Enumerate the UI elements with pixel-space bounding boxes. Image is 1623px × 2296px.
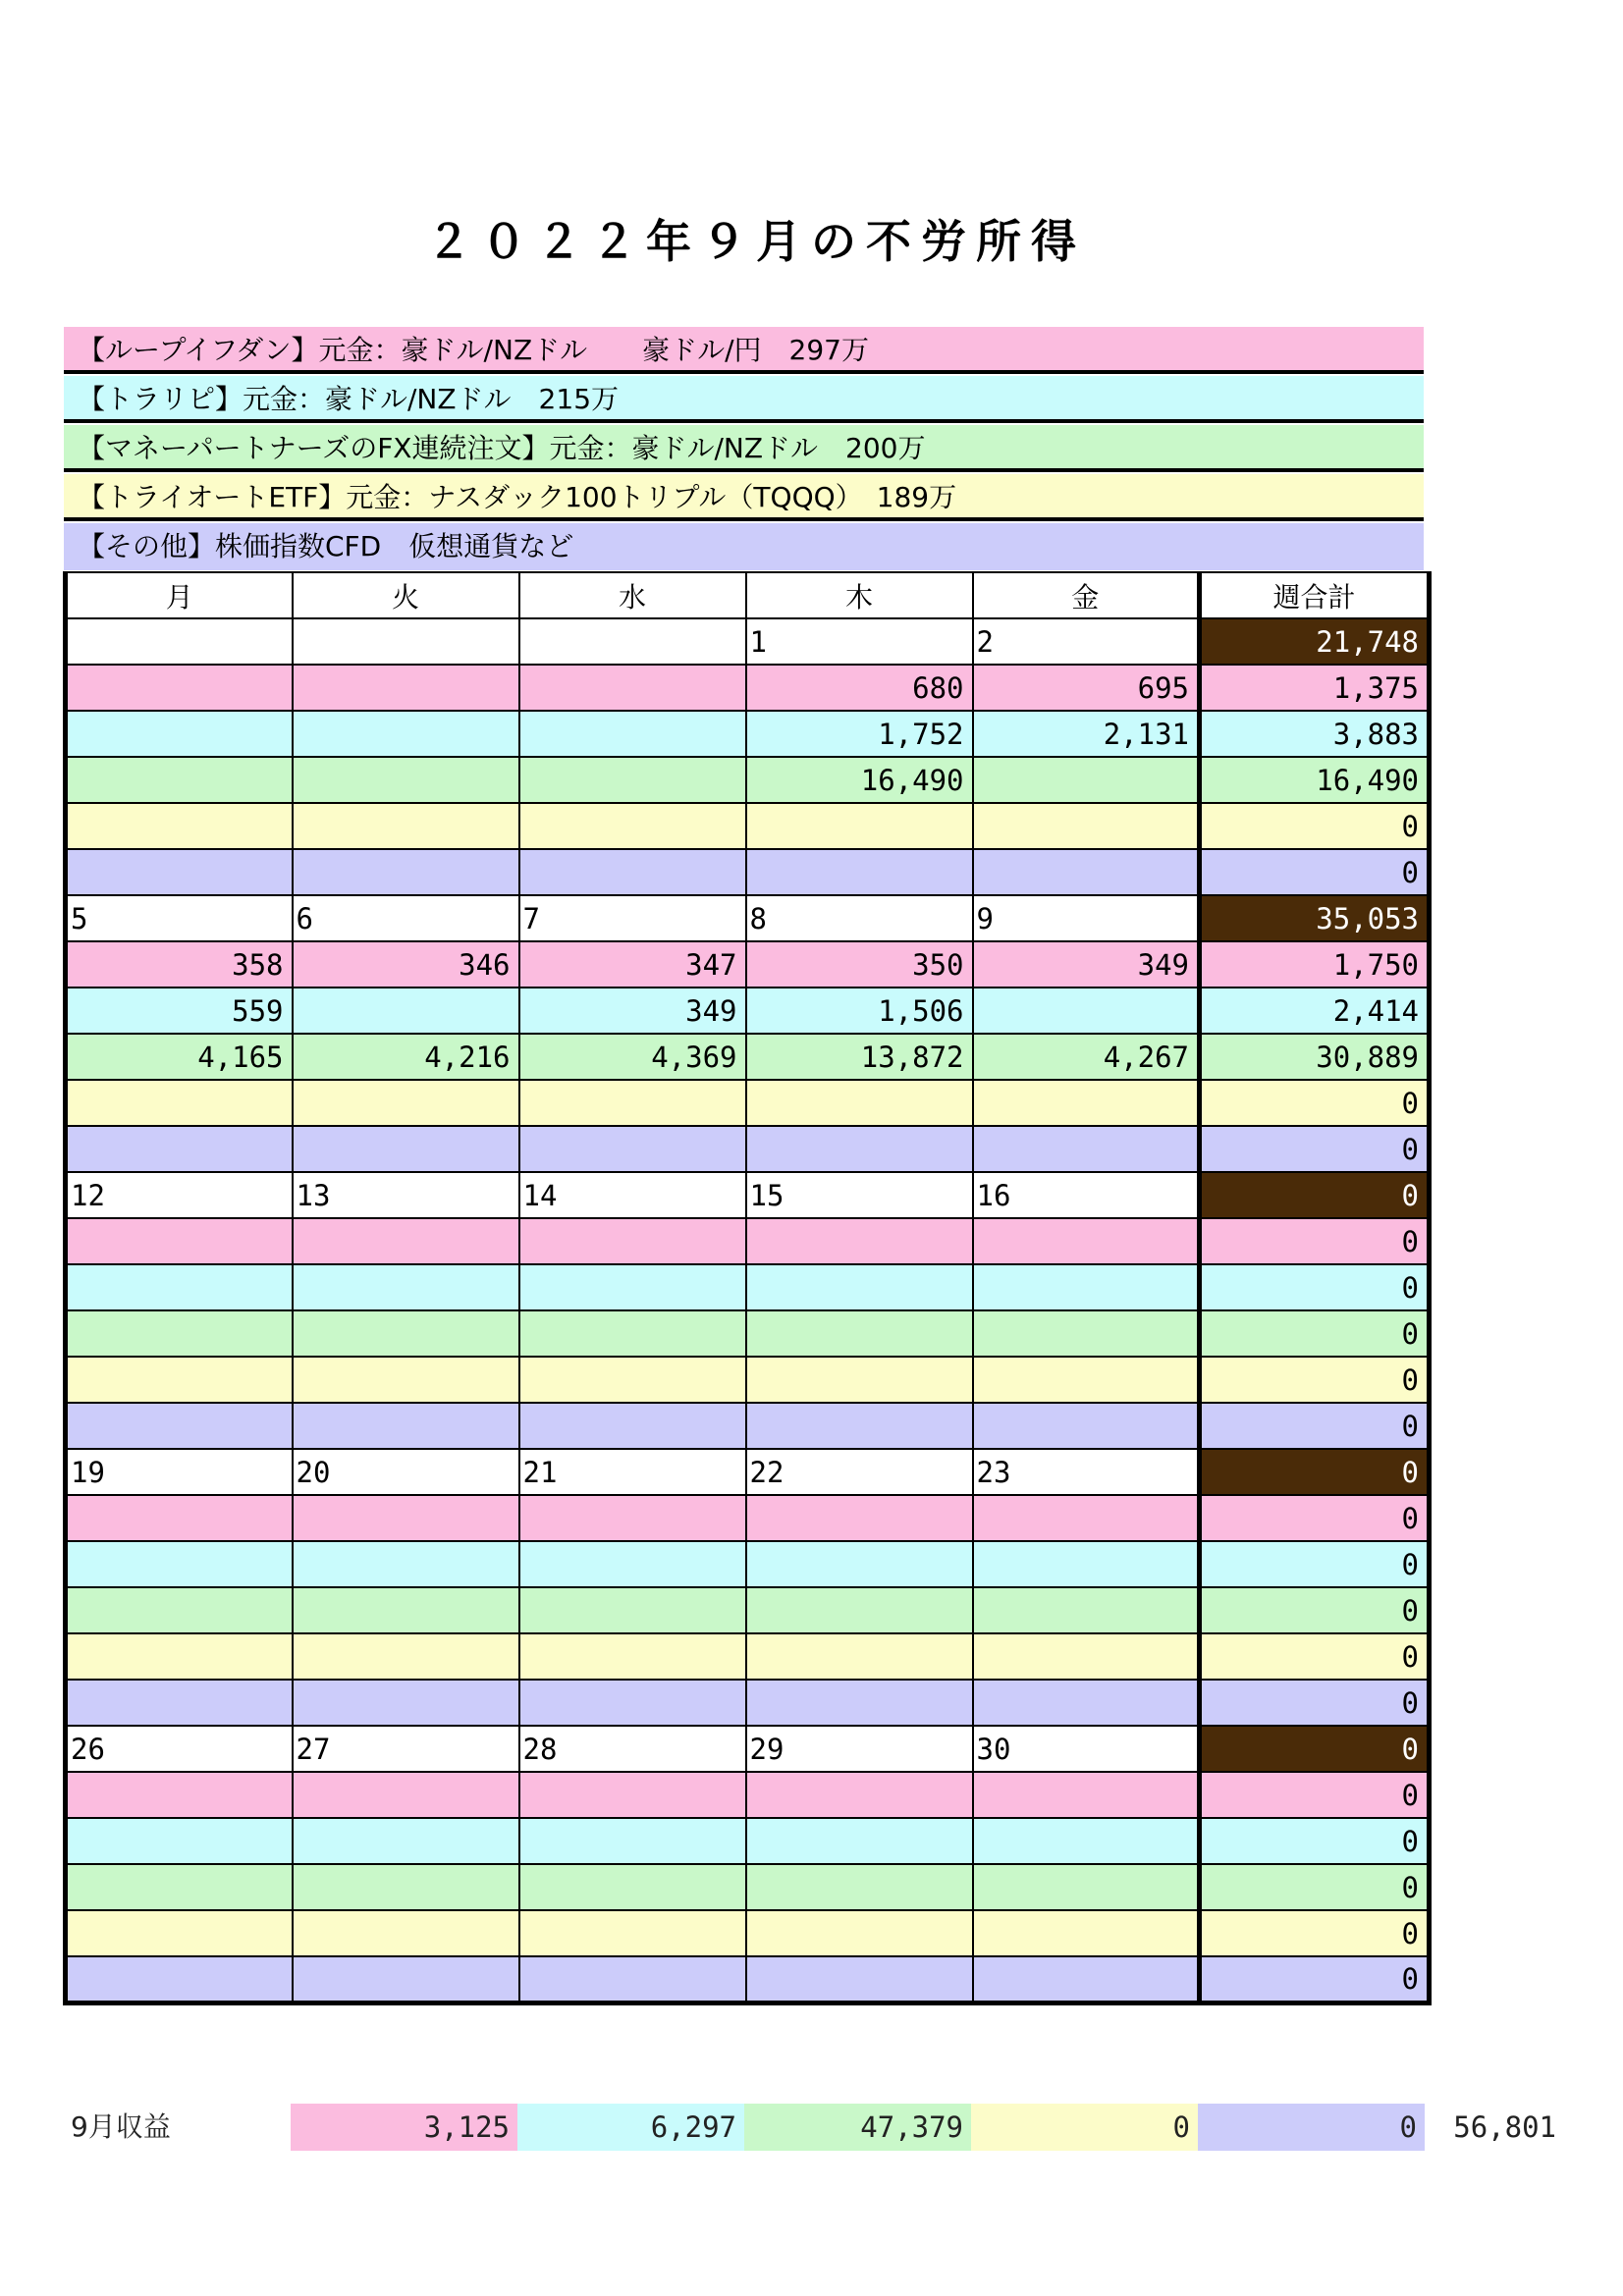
income-cell	[746, 1080, 973, 1126]
date-cell: 9	[973, 895, 1200, 941]
page-title: ２０２２年９月の不労所得	[426, 215, 1086, 268]
income-cell	[293, 1864, 519, 1910]
header-mon: 月	[66, 572, 293, 618]
row-total-cell: 0	[1200, 1818, 1430, 1864]
income-cell	[973, 1818, 1200, 1864]
income-cell	[519, 711, 746, 757]
income-cell	[973, 1541, 1200, 1587]
income-cell	[66, 757, 293, 803]
row-total-cell: 0	[1200, 1864, 1430, 1910]
income-row-tri-auto-etf	[66, 1910, 1430, 1956]
income-cell: 2,131	[973, 711, 1200, 757]
row-total-cell: 30,889	[1200, 1034, 1430, 1080]
income-cell	[66, 1680, 293, 1726]
income-cell: 349	[519, 988, 746, 1034]
legend-other: 【その他】株価指数CFD 仮想通貨など	[64, 523, 1424, 570]
income-row-tri-auto-etf	[66, 803, 1430, 849]
income-cell	[293, 803, 519, 849]
summary-label: 9月収益	[71, 2110, 171, 2143]
income-cell	[66, 1772, 293, 1818]
summary-other: 0	[1198, 2104, 1425, 2151]
income-row-money-partners	[66, 1864, 1430, 1910]
summary-money-partners: 47,379	[744, 2104, 971, 2151]
date-cell: 23	[973, 1449, 1200, 1495]
income-cell	[519, 1818, 746, 1864]
income-cell	[519, 1357, 746, 1403]
income-cell	[519, 1403, 746, 1449]
income-cell	[66, 1310, 293, 1357]
income-cell: 4,165	[66, 1034, 293, 1080]
income-cell	[746, 1541, 973, 1587]
date-cell: 21	[519, 1449, 746, 1495]
income-cell	[293, 1541, 519, 1587]
date-cell: 12	[66, 1172, 293, 1218]
income-cell	[746, 1310, 973, 1357]
income-cell	[293, 711, 519, 757]
income-cell	[746, 1357, 973, 1403]
income-cell	[519, 757, 746, 803]
summary-loop-ifdone: 3,125	[291, 2104, 517, 2151]
income-cell	[746, 803, 973, 849]
income-cell	[66, 1633, 293, 1680]
row-total-cell: 0	[1200, 1310, 1430, 1357]
row-total-cell: 0	[1200, 1956, 1430, 2002]
income-cell	[293, 1495, 519, 1541]
date-cell: 2	[973, 618, 1200, 665]
header-fri: 金	[973, 572, 1200, 618]
income-cell	[293, 1772, 519, 1818]
income-cell	[66, 711, 293, 757]
date-cell: 28	[519, 1726, 746, 1772]
income-row-trarip	[66, 711, 1430, 757]
income-cell	[519, 1633, 746, 1680]
row-total-cell: 16,490	[1200, 757, 1430, 803]
income-cell	[519, 665, 746, 711]
income-cell	[746, 1680, 973, 1726]
header-wed: 水	[519, 572, 746, 618]
row-total-cell: 0	[1200, 1264, 1430, 1310]
income-cell	[519, 803, 746, 849]
income-cell	[746, 849, 973, 895]
income-row-other	[66, 1956, 1430, 2002]
income-cell: 358	[66, 941, 293, 988]
header-thu: 木	[746, 572, 973, 618]
income-row-money-partners	[66, 1034, 1430, 1080]
income-calendar-table	[63, 571, 1432, 2005]
income-cell	[293, 1126, 519, 1172]
summary-grand-total: 56,801	[1453, 2110, 1556, 2144]
income-cell	[973, 1956, 1200, 2002]
legend-money-partners: 【マネーパートナーズのFX連続注文】元金：豪ドル/NZドル 200万	[64, 425, 1424, 472]
week-total-cell: 0	[1200, 1172, 1430, 1218]
income-cell	[293, 1633, 519, 1680]
row-total-cell: 0	[1200, 1357, 1430, 1403]
income-cell	[293, 1357, 519, 1403]
income-cell	[519, 1218, 746, 1264]
income-row-money-partners	[66, 1310, 1430, 1357]
income-cell	[519, 1956, 746, 2002]
summary-tri-auto-etf: 0	[971, 2104, 1198, 2151]
row-total-cell: 0	[1200, 1403, 1430, 1449]
income-row-loop-ifdone	[66, 1772, 1430, 1818]
income-row-trarip	[66, 1541, 1430, 1587]
income-cell	[66, 1864, 293, 1910]
income-cell	[746, 1633, 973, 1680]
row-total-cell: 3,883	[1200, 711, 1430, 757]
income-cell	[293, 757, 519, 803]
date-cell: 19	[66, 1449, 293, 1495]
row-total-cell: 0	[1200, 1080, 1430, 1126]
date-cell: 5	[66, 895, 293, 941]
income-cell: 16,490	[746, 757, 973, 803]
income-cell	[746, 1264, 973, 1310]
date-cell: 13	[293, 1172, 519, 1218]
income-cell	[519, 1264, 746, 1310]
week-date-row	[66, 895, 1430, 941]
income-cell	[66, 1956, 293, 2002]
date-cell: 15	[746, 1172, 973, 1218]
income-row-loop-ifdone	[66, 665, 1430, 711]
income-cell	[973, 1080, 1200, 1126]
income-cell	[746, 1495, 973, 1541]
income-cell: 4,369	[519, 1034, 746, 1080]
income-cell	[519, 849, 746, 895]
income-cell	[66, 1541, 293, 1587]
income-cell	[66, 1403, 293, 1449]
income-cell	[293, 1218, 519, 1264]
income-cell	[66, 665, 293, 711]
date-cell: 16	[973, 1172, 1200, 1218]
income-cell	[519, 1680, 746, 1726]
income-cell	[746, 1772, 973, 1818]
row-total-cell: 0	[1200, 1910, 1430, 1956]
row-total-cell: 0	[1200, 1633, 1430, 1680]
date-cell	[293, 618, 519, 665]
income-row-tri-auto-etf	[66, 1080, 1430, 1126]
income-cell	[293, 665, 519, 711]
income-cell	[66, 1495, 293, 1541]
income-cell	[519, 1310, 746, 1357]
income-cell	[66, 1080, 293, 1126]
income-cell: 695	[973, 665, 1200, 711]
income-row-loop-ifdone	[66, 941, 1430, 988]
date-cell: 22	[746, 1449, 973, 1495]
income-cell	[293, 1818, 519, 1864]
date-cell: 27	[293, 1726, 519, 1772]
date-cell: 26	[66, 1726, 293, 1772]
income-cell	[66, 1264, 293, 1310]
income-cell: 1,752	[746, 711, 973, 757]
income-cell	[746, 1910, 973, 1956]
income-cell: 680	[746, 665, 973, 711]
income-cell	[746, 1218, 973, 1264]
income-cell	[973, 1587, 1200, 1633]
row-total-cell: 0	[1200, 1680, 1430, 1726]
income-cell	[293, 1264, 519, 1310]
income-cell	[973, 757, 1200, 803]
income-row-loop-ifdone	[66, 1495, 1430, 1541]
income-cell: 346	[293, 941, 519, 988]
income-row-trarip	[66, 988, 1430, 1034]
date-cell: 6	[293, 895, 519, 941]
income-cell: 559	[66, 988, 293, 1034]
income-row-trarip	[66, 1818, 1430, 1864]
week-total-cell: 0	[1200, 1726, 1430, 1772]
income-cell	[66, 803, 293, 849]
income-cell: 347	[519, 941, 746, 988]
income-cell	[746, 1864, 973, 1910]
income-cell	[746, 1126, 973, 1172]
row-total-cell: 0	[1200, 1126, 1430, 1172]
income-cell: 4,267	[973, 1034, 1200, 1080]
income-cell	[66, 1910, 293, 1956]
income-cell	[746, 1403, 973, 1449]
row-total-cell: 0	[1200, 803, 1430, 849]
income-row-loop-ifdone	[66, 1218, 1430, 1264]
income-cell: 349	[973, 941, 1200, 988]
row-total-cell: 0	[1200, 1587, 1430, 1633]
week-date-row	[66, 1172, 1430, 1218]
income-row-other	[66, 1680, 1430, 1726]
income-cell	[66, 1218, 293, 1264]
income-cell	[973, 1864, 1200, 1910]
income-cell: 13,872	[746, 1034, 973, 1080]
income-cell	[293, 1403, 519, 1449]
income-cell	[293, 1680, 519, 1726]
income-row-tri-auto-etf	[66, 1357, 1430, 1403]
income-cell	[519, 1080, 746, 1126]
income-cell: 350	[746, 941, 973, 988]
income-cell	[519, 1495, 746, 1541]
income-cell	[66, 1126, 293, 1172]
row-total-cell: 1,750	[1200, 941, 1430, 988]
income-cell	[519, 1772, 746, 1818]
income-cell	[66, 1357, 293, 1403]
header-week-total: 週合計	[1200, 572, 1430, 618]
income-cell	[519, 1910, 746, 1956]
date-cell	[519, 618, 746, 665]
week-date-row	[66, 618, 1430, 665]
income-cell	[293, 1910, 519, 1956]
income-cell	[973, 1633, 1200, 1680]
income-row-other	[66, 1126, 1430, 1172]
row-total-cell: 1,375	[1200, 665, 1430, 711]
row-total-cell: 2,414	[1200, 988, 1430, 1034]
income-cell	[519, 1541, 746, 1587]
income-cell	[973, 1218, 1200, 1264]
income-cell	[293, 849, 519, 895]
date-cell: 30	[973, 1726, 1200, 1772]
row-total-cell: 0	[1200, 1541, 1430, 1587]
income-cell	[973, 1126, 1200, 1172]
income-cell	[66, 1818, 293, 1864]
week-total-cell: 21,748	[1200, 618, 1430, 665]
income-row-trarip	[66, 1264, 1430, 1310]
income-cell	[66, 849, 293, 895]
income-cell	[973, 1772, 1200, 1818]
week-total-cell: 35,053	[1200, 895, 1430, 941]
date-cell: 8	[746, 895, 973, 941]
income-cell: 1,506	[746, 988, 973, 1034]
income-cell	[973, 1357, 1200, 1403]
row-total-cell: 0	[1200, 1495, 1430, 1541]
income-row-other	[66, 849, 1430, 895]
income-cell	[293, 1956, 519, 2002]
header-tue: 火	[293, 572, 519, 618]
row-total-cell: 0	[1200, 849, 1430, 895]
income-cell	[293, 988, 519, 1034]
date-cell: 20	[293, 1449, 519, 1495]
income-cell	[66, 1587, 293, 1633]
week-total-cell: 0	[1200, 1449, 1430, 1495]
income-cell	[973, 849, 1200, 895]
date-cell: 1	[746, 618, 973, 665]
summary-trarip: 6,297	[517, 2104, 744, 2151]
legend-trarip: 【トラリピ】元金：豪ドル/NZドル 215万	[64, 376, 1424, 423]
income-cell	[293, 1080, 519, 1126]
row-total-cell: 0	[1200, 1772, 1430, 1818]
income-cell	[293, 1310, 519, 1357]
calendar-header-row	[66, 572, 1430, 618]
date-cell: 7	[519, 895, 746, 941]
income-row-tri-auto-etf	[66, 1633, 1430, 1680]
income-cell	[973, 803, 1200, 849]
income-row-other	[66, 1403, 1430, 1449]
date-cell: 29	[746, 1726, 973, 1772]
week-date-row	[66, 1726, 1430, 1772]
income-cell	[293, 1587, 519, 1633]
income-cell: 4,216	[293, 1034, 519, 1080]
income-cell	[519, 1126, 746, 1172]
income-row-money-partners	[66, 757, 1430, 803]
date-cell	[66, 618, 293, 665]
income-cell	[746, 1587, 973, 1633]
legend-loop-ifdone: 【ループイフダン】元金：豪ドル/NZドル 豪ドル/円 297万	[64, 327, 1424, 374]
income-cell	[973, 1910, 1200, 1956]
income-cell	[746, 1956, 973, 2002]
income-cell	[746, 1818, 973, 1864]
income-cell	[519, 1864, 746, 1910]
income-cell	[973, 1310, 1200, 1357]
week-date-row	[66, 1449, 1430, 1495]
income-cell	[973, 1680, 1200, 1726]
income-cell	[973, 1403, 1200, 1449]
row-total-cell: 0	[1200, 1218, 1430, 1264]
legend-tri-auto-etf: 【トライオートETF】元金：ナスダック100トリプル（TQQQ） 189万	[64, 474, 1424, 521]
income-cell	[973, 1495, 1200, 1541]
income-cell	[973, 1264, 1200, 1310]
income-cell	[519, 1587, 746, 1633]
income-row-money-partners	[66, 1587, 1430, 1633]
income-cell	[973, 988, 1200, 1034]
date-cell: 14	[519, 1172, 746, 1218]
